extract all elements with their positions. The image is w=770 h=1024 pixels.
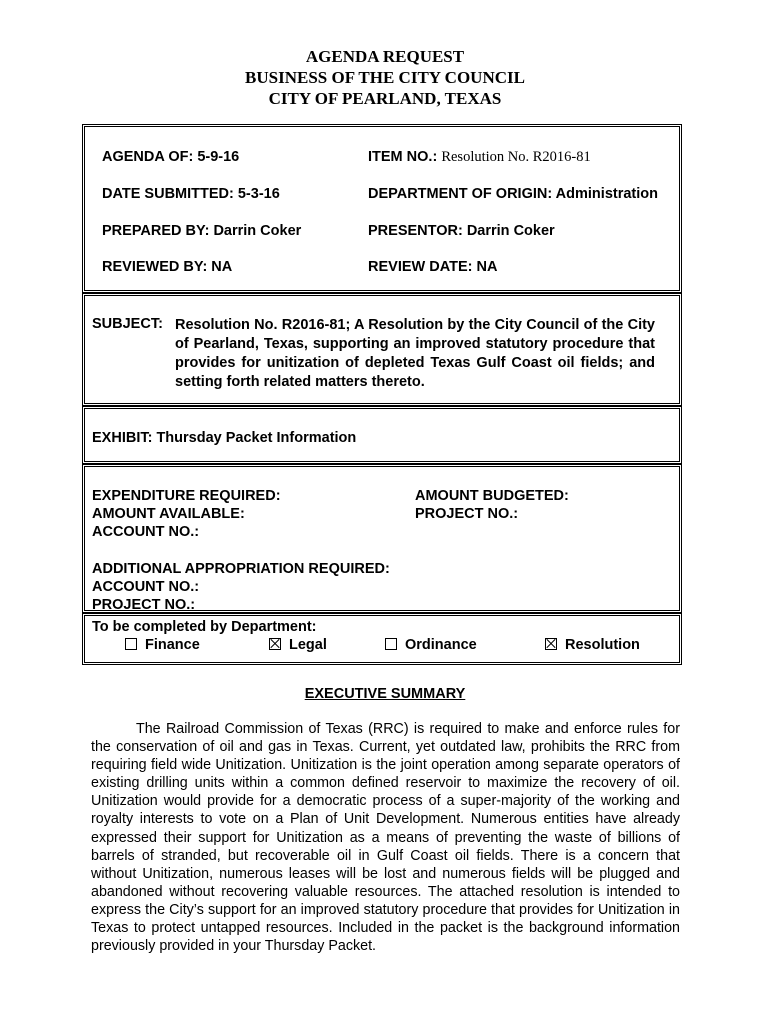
exhibit-text: EXHIBIT: Thursday Packet Information	[92, 430, 357, 446]
department-check-title: To be completed by Department:	[92, 619, 317, 635]
executive-summary-body: The Railroad Commission of Texas (RRC) is required to make and enforce rules for the conservation of oil and gas in Texas. Current, yet outdated law, prohibits the RRC from requiring field wide Unitization. Unitization is the joint operation among separate operators of existing drilling units within a common defined reservoir to maximize the recovery of oil. Unitization would provide for a democratic process of a super-majority of the working and royalty interests to vote on a Plan of Unit Development. Numerous entities have already expressed their support for Unitization as a means of preventing the waste of billions of barrels of stranded, but recoverable oil in Gulf Coast oil fields. There is a concern that without Unitization, numerous leases will be lost and numerous fields will be plugged and abandoned without recovering valuable resources. The attached resolution is intended to express the City’s support for an improved statutory procedure that provides for Unitization in Texas to protect untapped resources. Included in the packet is the background information previously provided in your Thursday Packet.	[91, 721, 680, 955]
date-submitted: DATE SUBMITTED: 5-3-16	[102, 186, 280, 202]
presentor: PRESENTOR: Darrin Coker	[368, 223, 555, 239]
subject-label: SUBJECT:	[92, 316, 163, 332]
finance-checkbox[interactable]	[125, 638, 137, 650]
agenda-info-box	[82, 124, 682, 293]
item-no-label: ITEM NO.:	[368, 149, 438, 165]
header-city: CITY OF PEARLAND, TEXAS	[268, 89, 502, 108]
project-no-2: PROJECT NO.:	[92, 597, 196, 613]
executive-summary-title: EXECUTIVE SUMMARY	[304, 686, 466, 702]
project-no: PROJECT NO.:	[415, 506, 519, 522]
header-title: AGENDA REQUEST	[305, 47, 465, 66]
account-no: ACCOUNT NO.:	[92, 524, 200, 540]
ordinance-checkbox[interactable]	[385, 638, 397, 650]
department-of-origin: DEPARTMENT OF ORIGIN: Administration	[368, 186, 658, 202]
item-no-value: Resolution No. R2016-81	[441, 149, 591, 165]
option-finance[interactable]	[125, 637, 200, 653]
expenditure-required: EXPENDITURE REQUIRED:	[92, 488, 281, 504]
resolution-checkbox[interactable]	[545, 638, 557, 650]
additional-appropriation: ADDITIONAL APPROPRIATION REQUIRED:	[92, 561, 390, 577]
item-no	[368, 147, 591, 167]
document-header	[0, 46, 770, 109]
resolution-label: Resolution	[565, 637, 640, 653]
subject-text: Resolution No. R2016-81; A Resolution by the City Council of the City of Pearland, Texas, supporting an improved statutory procedure that provides for unitization of depleted Texas Gulf Coast oil fields; and setting forth related matters thereto.	[175, 317, 655, 390]
legal-label: Legal	[289, 637, 327, 653]
option-resolution[interactable]	[545, 637, 640, 653]
agenda-of: AGENDA OF: 5-9-16	[102, 149, 240, 165]
finance-box	[82, 464, 682, 613]
amount-available: AMOUNT AVAILABLE:	[92, 506, 245, 522]
legal-checkbox[interactable]	[269, 638, 281, 650]
subject-box	[82, 293, 682, 406]
option-ordinance[interactable]	[385, 637, 477, 653]
prepared-by: PREPARED BY: Darrin Coker	[102, 223, 302, 239]
amount-budgeted: AMOUNT BUDGETED:	[415, 488, 569, 504]
reviewed-by: REVIEWED BY: NA	[102, 259, 233, 275]
exhibit-box	[82, 406, 682, 464]
finance-label: Finance	[145, 637, 200, 653]
option-legal[interactable]	[269, 637, 327, 653]
review-date: REVIEW DATE: NA	[368, 259, 498, 275]
header-subtitle: BUSINESS OF THE CITY COUNCIL	[245, 68, 525, 87]
department-check-box	[82, 613, 682, 665]
ordinance-label: Ordinance	[405, 637, 477, 653]
account-no-2: ACCOUNT NO.:	[92, 579, 200, 595]
